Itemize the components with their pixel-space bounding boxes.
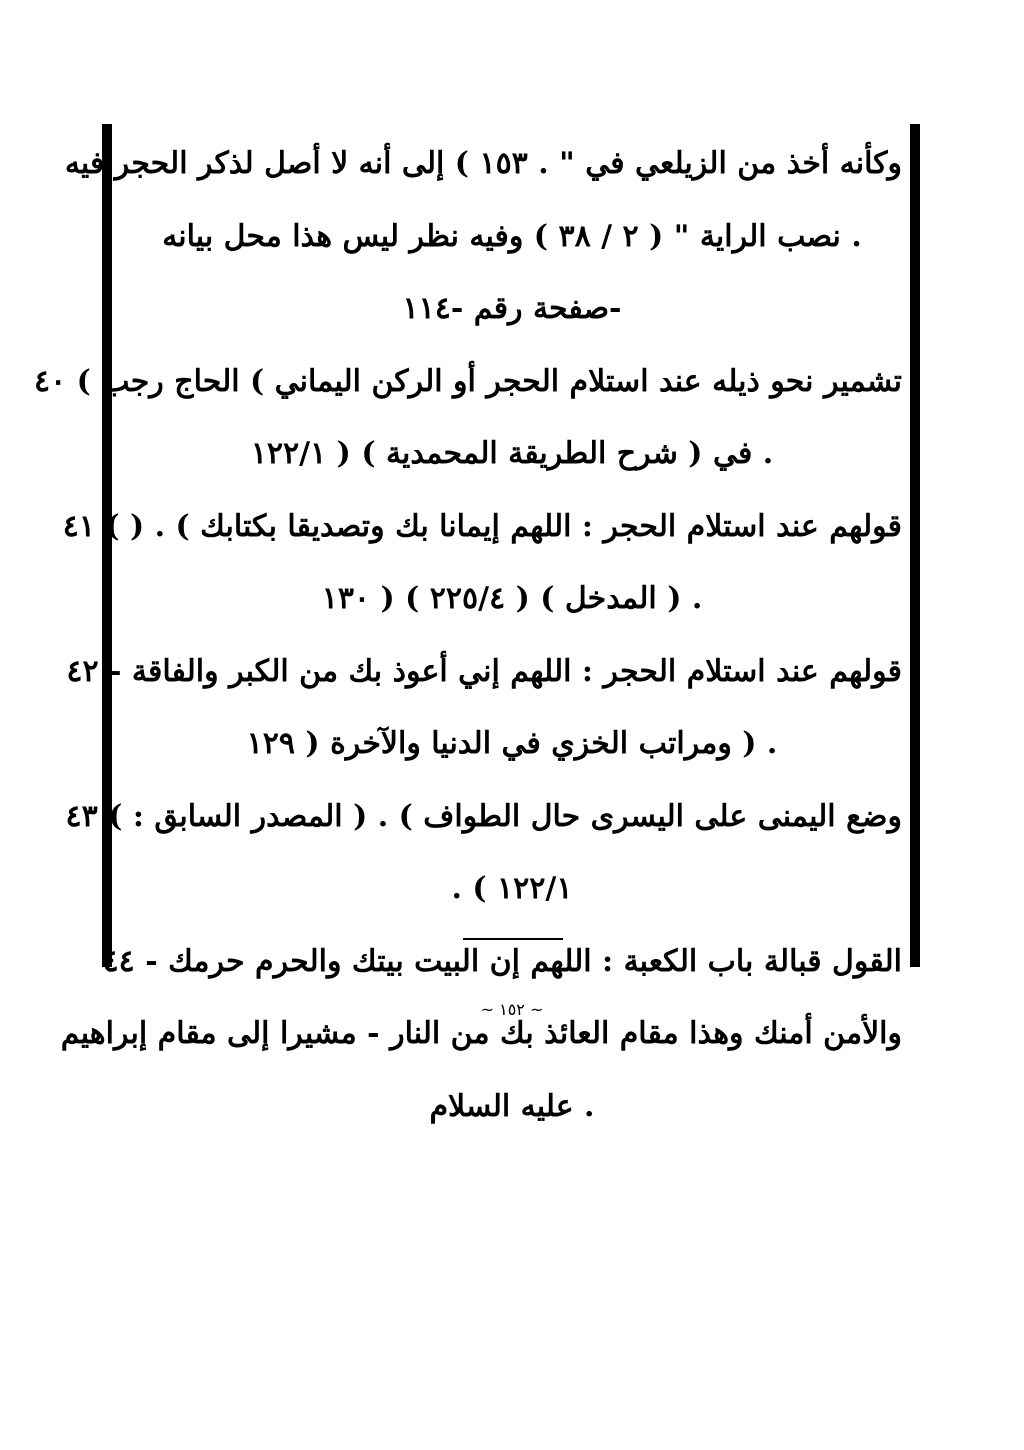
text-line-44-continued: والأمن أمنك وهذا مقام العائذ بك من النار - مشيرا إلى مقام إبراهيم [60,1016,902,1051]
page-reference-line: -صفحة رقم -١١٤ [402,291,622,326]
text-line-44-end: . عليه السلام [429,1088,595,1124]
text-line-40: تشمير نحو ذيله عند استلام الحجر أو الركن اليماني ) الحاج رجب ) ٤٠ [33,363,902,399]
text-line-43-continued: . ( ١٢٢/١ [451,871,573,906]
page-number: ~ ١٥٢ ~ [480,1000,544,1019]
text-line-42: قولهم عند استلام الحجر : اللهم إني أعوذ بك من الكبر والفاقة - ٤٢ [66,653,902,689]
end-of-text-rule [463,938,563,940]
right-frame-bar [910,124,920,967]
text-line-2: . نصب الراية " ( ٢ / ٣٨ ) وفيه نظر ليس هذا محل بيانه [162,218,862,254]
text-line-42-continued: . ( ومراتب الخزي في الدنيا والآخرة ( ١٢٩ [246,726,778,761]
text-block [33,128,902,1143]
text-line-40-continued: . في ( شرح الطريقة المحمدية ) ( ١٢٢/١ [250,436,774,471]
text-line-44: القول قبالة باب الكعبة : اللهم إن البيت بيتك والحرم حرمك - ٤٤ [102,943,902,979]
text-line-1: وكأنه أخذ من الزيلعي في " . ١٥٣ ) إلى أنه لا أصل لذكر الحجر فيه [64,146,902,181]
text-line-43: وضع اليمنى على اليسرى حال الطواف ) . ( المصدر السابق : ) ٤٣ [65,798,902,834]
text-line-41-continued: . ( المدخل ) ( ٢٢٥/٤ ) ( ١٣٠ [321,581,703,616]
text-line-41: قولهم عند استلام الحجر : اللهم إيمانا بك وتصديقا بكتابك ) . ( ) ٤١ [62,508,902,544]
